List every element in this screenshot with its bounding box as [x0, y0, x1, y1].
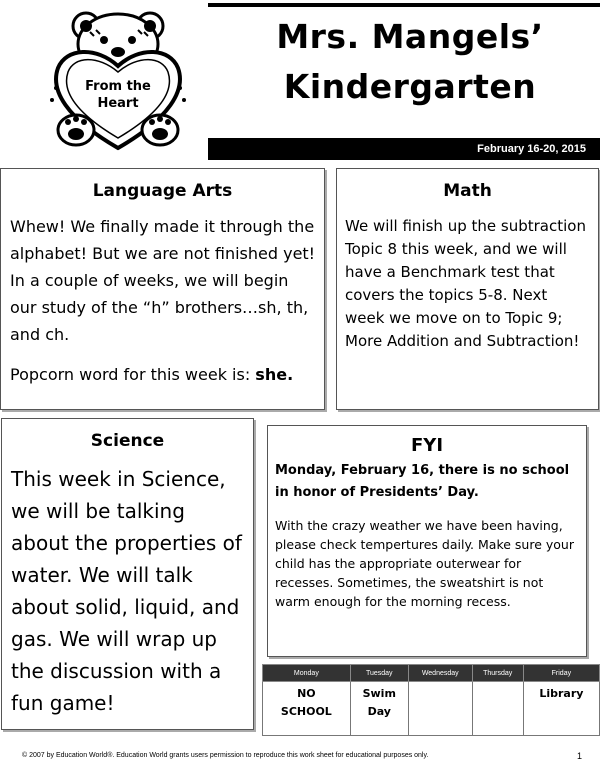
monday-cell: [263, 682, 351, 736]
logo-text-line1: From the: [85, 79, 151, 94]
title-line2: Kindergarten: [283, 67, 537, 106]
popcorn-word: she.: [255, 365, 294, 384]
science-box: [1, 418, 254, 730]
math-heading: Math: [443, 181, 492, 201]
math-box: [336, 168, 599, 410]
copyright-text: © 2007 by Education World®. Education World grants users permission to reproduce this work sheet for educational purposes only.: [22, 752, 429, 759]
title-line1: Mrs. Mangels’: [276, 17, 544, 56]
tuesday-cell: [350, 682, 408, 736]
event-text: Day: [367, 705, 391, 718]
day-header: Tuesday: [350, 665, 408, 682]
day-header: Friday: [523, 665, 599, 682]
bear-heart-logo: [46, 8, 190, 156]
fyi-heading: FYI: [410, 435, 444, 456]
thursday-cell: [472, 682, 523, 736]
top-rule: [208, 3, 600, 7]
fyi-notice: Monday, February 16, there is no school in honor of Presidents’ Day.: [275, 463, 570, 500]
event-text: Library: [539, 687, 584, 700]
event-text: Swim: [362, 687, 396, 700]
popcorn-prefix: Popcorn word for this week is:: [10, 365, 256, 384]
popcorn-word-line: [10, 361, 316, 388]
language-arts-paragraph: Whew! We finally made it through the alphabet! But we are not finished yet! In a couple of weeks, we will begin our study of the “h” brothers…sh, th, and ch.: [10, 217, 316, 344]
date-bar: February 16-20, 2015: [208, 138, 600, 160]
day-header: Thursday: [472, 665, 523, 682]
page-title: [220, 12, 600, 112]
math-paragraph: We will finish up the subtraction Topic 8 this week, and we will have a Benchmark test that covers the topics 5-8. Next week we move on to Topic 9; More Addition and Subtraction!: [345, 217, 586, 350]
event-text: SCHOOL: [280, 705, 332, 718]
fyi-paragraph: With the crazy weather we have been having, please check tempertures daily. Make sure your child has the appropriate outerwear for recesses. Sometimes, the sweatshirt is not warm enough for the morning recess.: [275, 518, 574, 609]
week-calendar: [262, 664, 600, 736]
day-header: Monday: [263, 665, 351, 682]
science-paragraph: This week in Science, we will be talking about the properties of water. We will talk about solid, liquid, and gas. We will wrap up the discussion with a fun game!: [11, 467, 242, 715]
friday-cell: [523, 682, 599, 736]
science-heading: Science: [90, 431, 165, 451]
event-text: NO: [297, 687, 316, 700]
day-header: Wednesday: [408, 665, 472, 682]
footer: [22, 752, 582, 759]
fyi-box: [267, 425, 587, 657]
language-arts-box: [0, 168, 325, 410]
logo-text-line2: Heart: [97, 96, 139, 111]
page-number: 1: [576, 751, 582, 761]
wednesday-cell: [408, 682, 472, 736]
language-arts-heading: Language Arts: [92, 181, 233, 201]
